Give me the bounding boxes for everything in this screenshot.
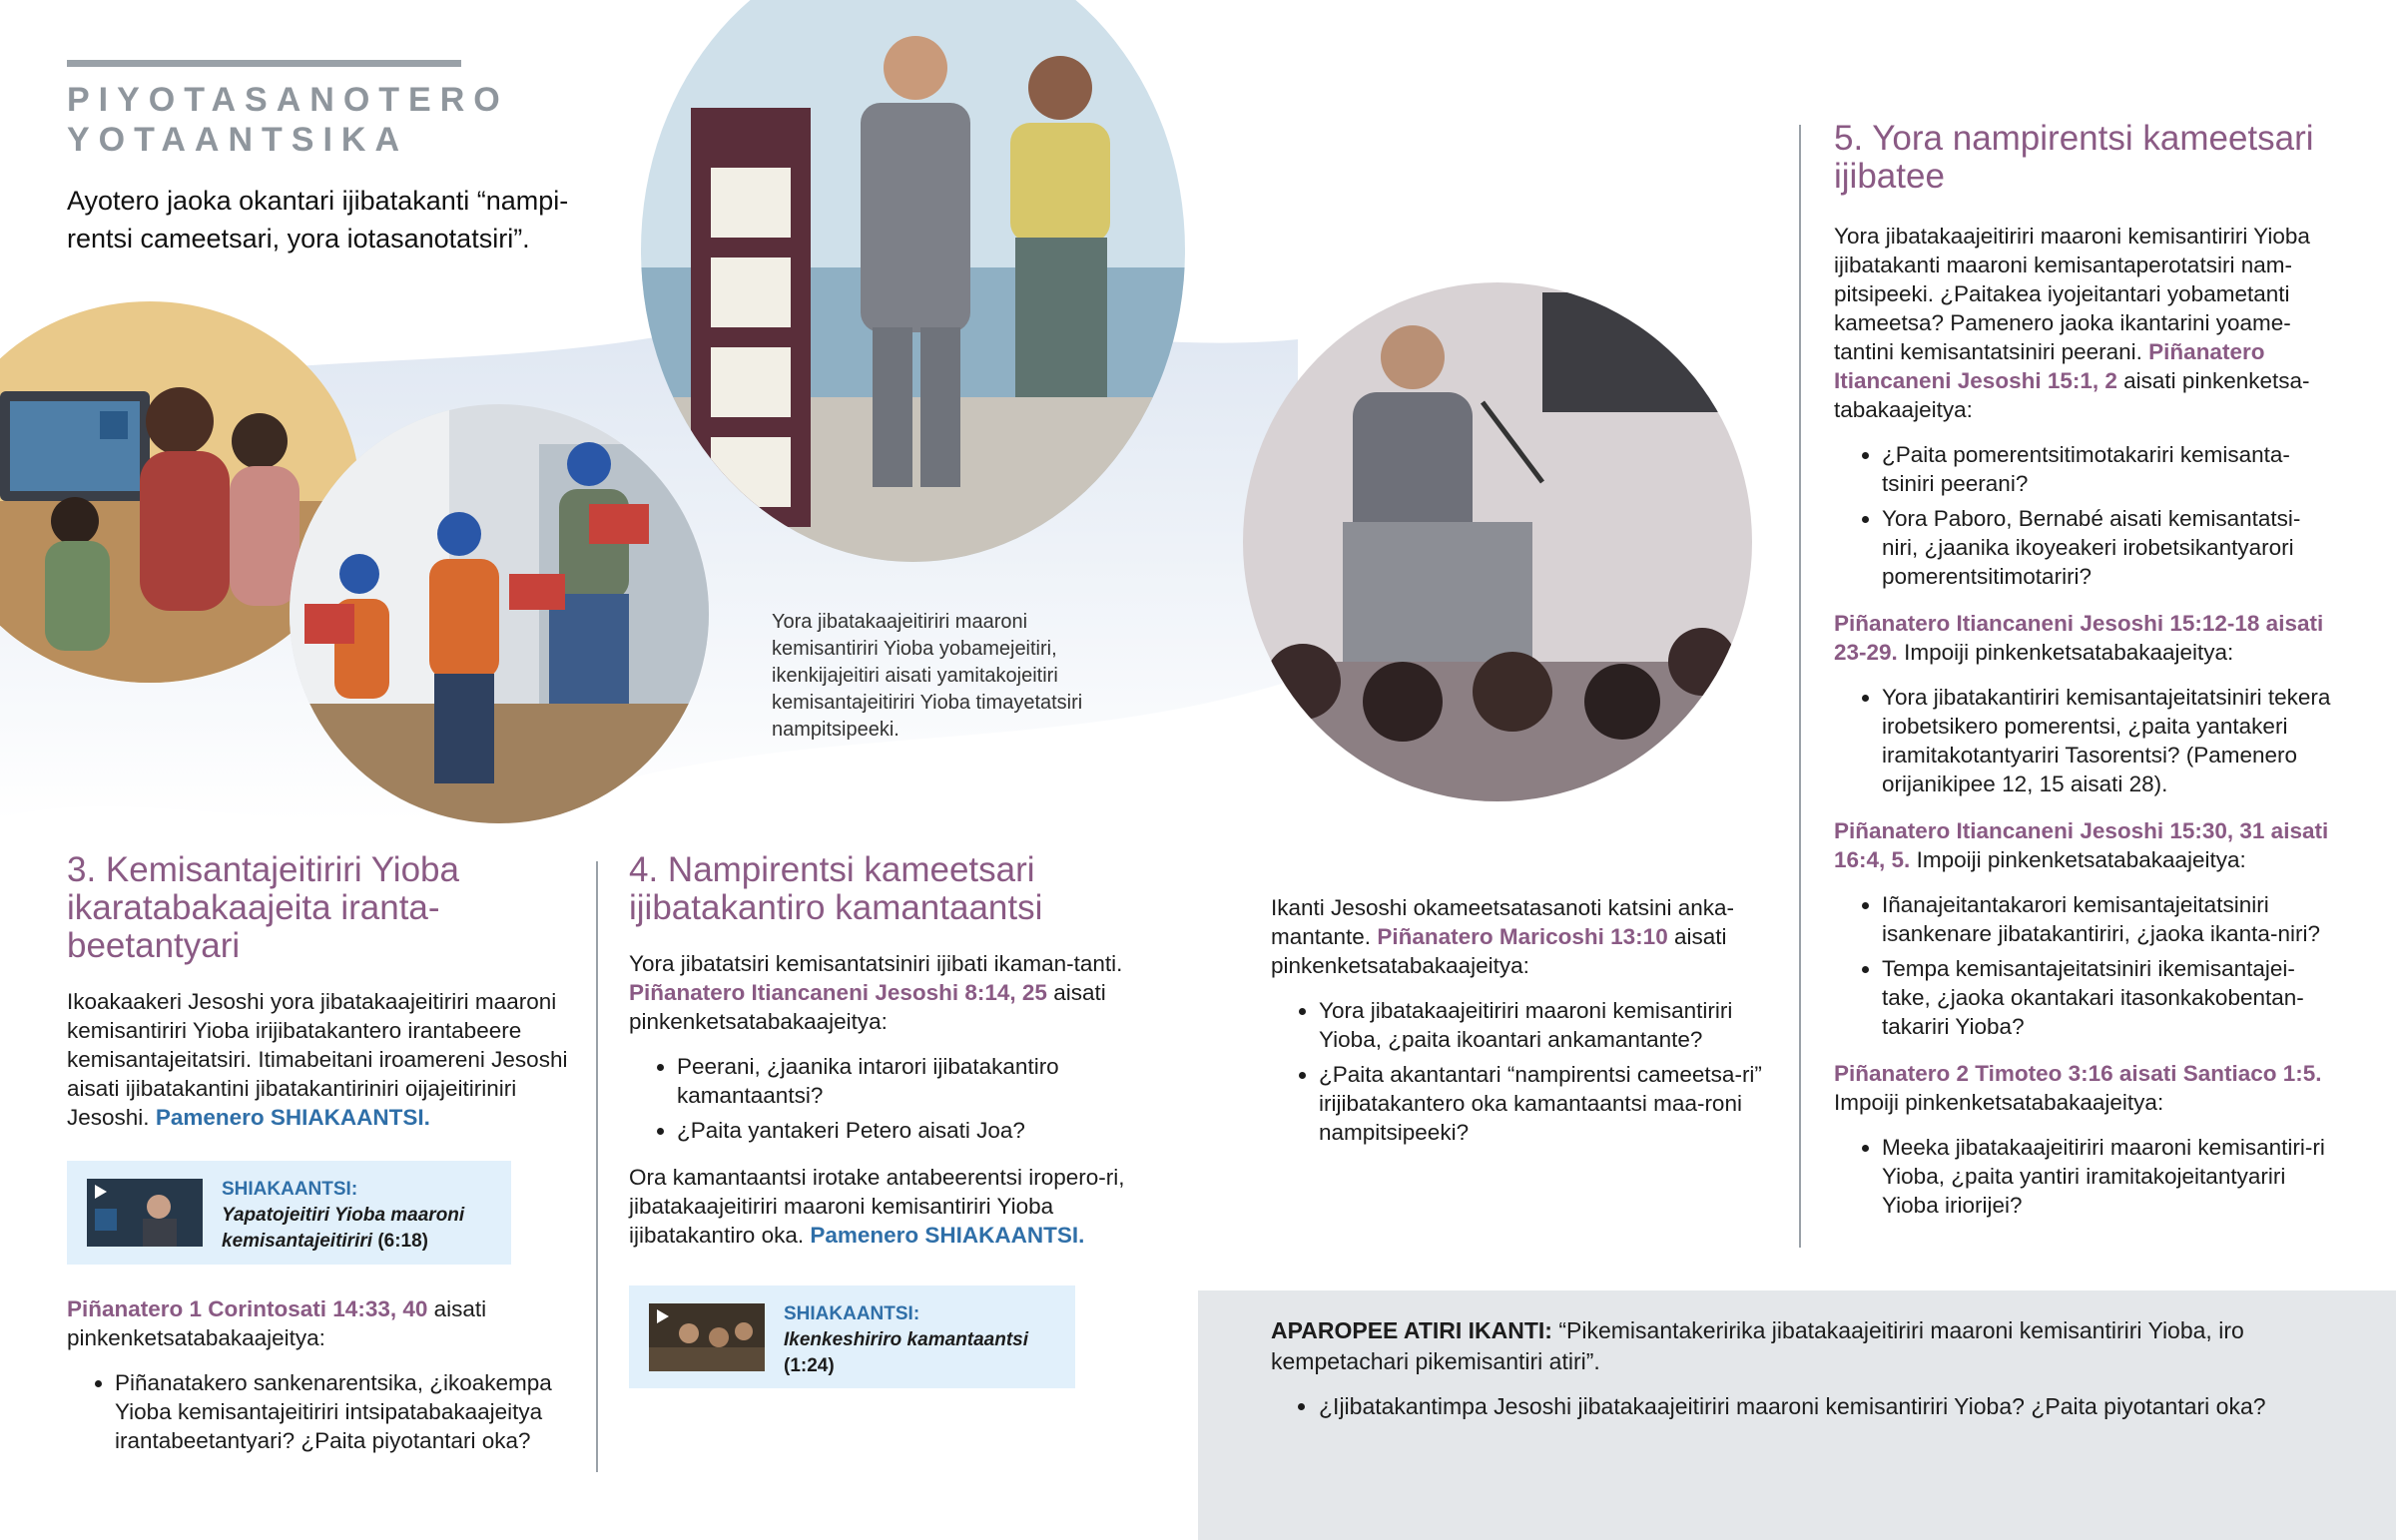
video-duration: (1:24) (784, 1355, 835, 1376)
scripture-ref[interactable]: Piñanatero 1 Corintosati 14:33, 40 (67, 1296, 428, 1321)
relief-workers-illustration (290, 404, 709, 823)
question-item: • Iñanajeitantakarori kemisantajeitatsiniri isankenare jibatakantiriri, ¿jaoka ikanta-niri? (1882, 890, 2333, 948)
see-video-link[interactable]: Pamenero SHIAKAANTSI. (810, 1223, 1085, 1248)
question-list (629, 1052, 1133, 1145)
scripture-ref[interactable]: Piñanatero Itiancaneni Jesoshi 8:14, 25 (629, 980, 1047, 1005)
scripture-ref[interactable]: Piñanatero Itiancaneni Jesoshi 15:12-18 aisati 23-29. (1834, 611, 2324, 665)
ref-tail: Impoiji pinkenketsatabakaajeitya: (1904, 640, 2234, 665)
review-question: • ¿Ijibatakantimpa Jesoshi jibatakaajeitiriri maaroni kemisantiriri Yioba? ¿Paita piyotantari oka? (1319, 1391, 2349, 1422)
review-text: “Pikemisantakeririka jibatakaajeitiriri maaroni kemisantiriri Yioba, iro kempetachari pikemisantiri atiri”. (1271, 1317, 2244, 1374)
middle-text (1271, 893, 1770, 1165)
section-4-body-post: aisati pinkenketsatabakaajeitya: (629, 980, 1106, 1034)
question-list (1834, 890, 2333, 1041)
ref-tail: aisati pinkenketsatabakaajeitya: (67, 1296, 487, 1350)
middle-body-pre: Ikanti Jesoshi okameetsatasanoti katsini anka-mantante. (1271, 895, 1734, 949)
header-rule (67, 60, 461, 67)
video-card-section-4[interactable] (629, 1285, 1075, 1388)
question-item: • ¿Paita yantakeri Petero aisati Joa? (677, 1116, 1133, 1145)
section-5-body-pre: Yora jibatakaajeitiriri maaroni kemisantiriri Yioba ijibatakanti maaroni kemisantaperotatsiri nam-pitsipeeki. ¿Paitakea iyojeitantari yobametanti kameetsa? Pamenero jaoka ikantarini yoame-tantini kemisantatsiniri peerani. (1834, 224, 2310, 364)
see-video-link[interactable]: Pamenero SHIAKAANTSI. (155, 1105, 430, 1130)
ref-tail: aisati pinkenketsa-tabakaajeitya: (1834, 368, 2310, 422)
question-list (1834, 683, 2333, 798)
question-item: • Peerani, ¿jaanika intarori ijibatakantiro kamantaantsi? (677, 1052, 1133, 1110)
kicker-line-1: PIYOTASANOTERO (67, 81, 509, 119)
section-5-ref2-line (1834, 609, 2333, 667)
section-3-questions (67, 1294, 571, 1473)
section-kicker (67, 80, 509, 160)
section-3 (67, 851, 571, 1148)
column-divider-2 (1799, 125, 1801, 1248)
section-4-body-2-text: Ora kamantaantsi irotake antabeerentsi iropero-ri, jibatakaajeitiriri maaroni kemisantiriri Yioba ijibatakantiro oka. (629, 1165, 1125, 1248)
question-list (1271, 996, 1770, 1147)
illustration-caption: Yora jibatakaajeitiriri maaroni kemisantiriri Yioba yobamejeitiri, ikenkijajeitiri aisati yamitakojeitiri kemisantajeitiriri Yioba timayetatsiri nampitsipeeki. (772, 611, 1083, 741)
question-item: • Yora Paboro, Bernabé aisati kemisantatsi-niri, ¿jaanika ikoyeakeri irobetsikantyarori pomerentsitimotariri? (1882, 504, 2333, 591)
section-5-ref4-line (1834, 1059, 2333, 1117)
video-thumbnail[interactable] (649, 1303, 765, 1371)
video-label: SHIAKAANTSI: (784, 1303, 920, 1324)
video-title-text: Yapatojeitiri Yioba maaroni kemisantajeitiriri (222, 1205, 465, 1252)
section-4 (629, 851, 1133, 1266)
video-title (222, 1203, 491, 1255)
section-5-ref3-line (1834, 816, 2333, 874)
review-heading: APAROPEE ATIRI IKANTI: (1271, 1317, 1552, 1343)
question-list (67, 1368, 571, 1455)
ref-tail: Impoiji pinkenketsatabakaajeitya: (1834, 1090, 2164, 1115)
public-talk-speaker-illustration (1243, 282, 1752, 801)
video-thumbnail[interactable] (87, 1179, 203, 1247)
section-3-body-text: Ikoakaakeri Jesoshi yora jibatakaajeitiriri maaroni kemisantiriri Yioba irijibatakantero irantabeere kemisantajeitatsiri. Itimabeitani iroamereni Jesoshi aisati ijibatakantini jibatakantiriniri oijajeitiriniri Jesoshi. (67, 989, 568, 1130)
section-5-title: 5. Yora nampirentsi kameetsari ijibatee (1834, 119, 2314, 196)
scripture-ref[interactable]: Piñanatero Itiancaneni Jesoshi 15:1, 2 (1834, 339, 2265, 393)
review-question-list (1271, 1391, 2349, 1422)
question-item: • Yora jibatakantiriri kemisantajeitatsiniri tekera irobetsikero pomerentsi, ¿paita yantakeri iramitakotantyariri Tasorentsi? (Pamenero orijanikipee 12, 15 aisati 28). (1882, 683, 2333, 798)
section-3-ref-line (67, 1294, 571, 1352)
scripture-ref[interactable]: Piñanatero 2 Timoteo 3:16 aisati Santiaco 1:5. (1834, 1061, 2322, 1086)
video-title-text: Ikenkeshiriro kamantaantsi (784, 1329, 1028, 1350)
kicker-line-2: YOTAANTSIKA (67, 121, 409, 159)
review-section (1271, 1315, 2349, 1422)
scripture-ref[interactable]: Piñanatero Maricoshi 13:10 (1377, 924, 1668, 949)
scripture-ref[interactable]: Piñanatero Itiancaneni Jesoshi 15:30, 31 aisati 16:4, 5. (1834, 818, 2329, 872)
question-item: • Meeka jibatakaajeitiriri maaroni kemisantiri-ri Yioba, ¿paita yantiri iramitakojeitantyariri Yioba iriorijei? (1882, 1133, 2333, 1220)
section-4-body (629, 949, 1133, 1036)
video-card-section-3[interactable] (67, 1161, 511, 1265)
section-3-body (67, 987, 571, 1132)
column-divider-1 (596, 861, 598, 1472)
video-title (784, 1327, 1053, 1379)
section-4-body-2 (629, 1163, 1133, 1250)
lesson-intro: Ayotero jaoka okantari ijibatakanti “nampi-rentsi cameetsari, yora iotasanotatsiri”. (67, 186, 569, 254)
section-3-title: 3. Kemisantajeitiriri Yioba ikaratabakaajeita iranta-beetantyari (67, 850, 459, 965)
video-duration: (6:18) (377, 1231, 428, 1252)
section-5-body (1834, 222, 2333, 424)
question-item: • Piñanatakero sankenarentsika, ¿ikoakempa Yioba kemisantajeitiriri intsipatabakaajeitya irantabeetantyari? ¿Paita piyotantari oka? (115, 1368, 571, 1455)
middle-body (1271, 893, 1770, 980)
section-4-title: 4. Nampirentsi kameetsari ijibatakantiro kamantaantsi (629, 850, 1043, 927)
review-statement (1271, 1315, 2349, 1377)
section-4-body-pre: Yora jibatatsiri kemisantatsiniri ijibati ikaman-tanti. (629, 951, 1123, 976)
question-list (1834, 440, 2333, 591)
question-item: • ¿Paita akantantari “nampirentsi cameetsa-ri” irijibatakantero oka kamantaantsi maa-roni nampitsipeeki? (1319, 1060, 1770, 1147)
question-item: • ¿Paita pomerentsitimotakariri kemisanta-tsiniri peerani? (1882, 440, 2333, 498)
question-item: • Tempa kemisantajeitatsiniri ikemisantajei-take, ¿jaoka okantakari itasonkakobentan-takariri Yioba? (1882, 954, 2333, 1041)
section-5 (1834, 120, 2333, 1238)
question-item: • Yora jibatakaajeitiriri maaroni kemisantiriri Yioba, ¿paita ikoantari ankamantante? (1319, 996, 1770, 1054)
ref-tail: Impoiji pinkenketsatabakaajeitya: (1916, 847, 2246, 872)
question-list (1834, 1133, 2333, 1220)
middle-body-post: aisati pinkenketsatabakaajeitya: (1271, 924, 1727, 978)
video-label: SHIAKAANTSI: (222, 1179, 358, 1200)
